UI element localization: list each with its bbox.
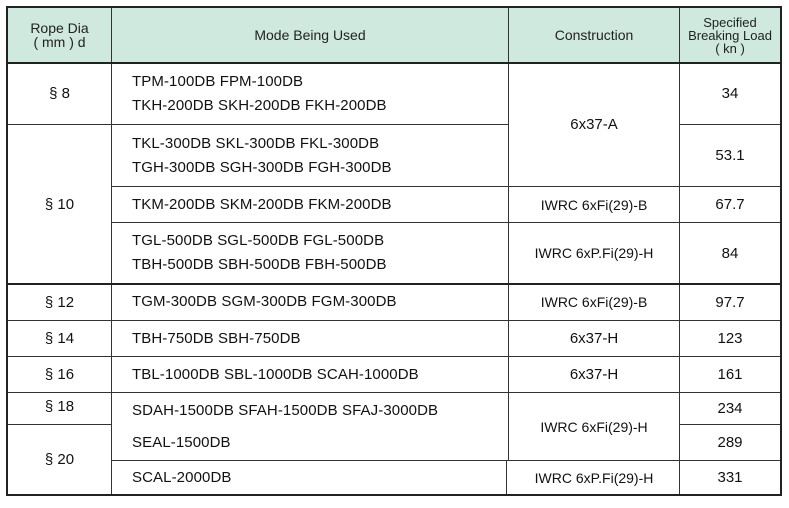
mode-cell bbox=[112, 321, 508, 356]
header-mode: Mode Being Used bbox=[112, 8, 508, 62]
dia-cell: § 20 bbox=[44, 451, 75, 468]
dia-cell: § 14 bbox=[44, 330, 75, 347]
construction-cell: IWRC 6xP.Fi(29)-H bbox=[534, 245, 654, 261]
mode-line: SEAL-1500DB bbox=[132, 433, 231, 451]
grid-line bbox=[8, 124, 508, 125]
mode-line: TBH-500DB SBH-500DB FBH-500DB bbox=[132, 256, 387, 273]
load-cell: 123 bbox=[717, 330, 743, 347]
mode-line: SCAL-2000DB bbox=[132, 468, 232, 486]
construction-cell: IWRC 6xFi(29)-B bbox=[540, 294, 648, 310]
dia-cell bbox=[8, 393, 111, 424]
mode-line: TBL-1000DB SBL-1000DB SCAH-1000DB bbox=[132, 365, 419, 383]
dia-cell-text: § 18 bbox=[44, 398, 75, 415]
header-load-line2: Breaking Load bbox=[688, 27, 772, 43]
dia-cell: § 16 bbox=[44, 366, 75, 383]
load-cell: 289 bbox=[717, 434, 743, 451]
mode-cell bbox=[112, 125, 508, 186]
header-construction: Construction bbox=[509, 8, 679, 62]
load-cell: 161 bbox=[717, 366, 743, 383]
grid-line bbox=[8, 356, 780, 357]
construction-cell: IWRC 6xP.Fi(29)-H bbox=[534, 469, 654, 486]
load-cell: 34 bbox=[721, 85, 739, 102]
load-cell: 234 bbox=[717, 400, 743, 417]
load-cell: 84 bbox=[721, 244, 739, 262]
mode-line: TGL-500DB SGL-500DB FGL-500DB bbox=[132, 232, 385, 249]
load-cell: 67.7 bbox=[715, 196, 745, 213]
grid-line bbox=[679, 8, 680, 494]
mode-line: TKL-300DB SKL-300DB FKL-300DB bbox=[132, 134, 380, 152]
header-rope-dia-line1: Rope Dia bbox=[30, 20, 89, 36]
mode-cell bbox=[112, 223, 508, 283]
dia-cell: § 12 bbox=[44, 293, 75, 311]
load-cell: 97.7 bbox=[715, 293, 745, 311]
header-load-line1: Specified bbox=[703, 14, 757, 30]
mode-cell bbox=[112, 187, 508, 222]
grid-line bbox=[111, 222, 780, 223]
header-rope-dia-line2: ( mm ) d bbox=[33, 34, 86, 50]
mode-cell bbox=[112, 425, 508, 460]
mode-cell bbox=[112, 284, 508, 320]
mode-line: TGH-300DB SGH-300DB FGH-300DB bbox=[132, 158, 392, 176]
grid-line bbox=[679, 424, 780, 425]
grid-line bbox=[8, 320, 780, 321]
header-divider bbox=[8, 62, 780, 64]
mode-cell bbox=[112, 63, 508, 124]
grid-line bbox=[8, 283, 780, 285]
grid-line bbox=[679, 124, 780, 125]
dia-cell: § 10 bbox=[44, 195, 75, 213]
header-rope-dia bbox=[8, 8, 111, 62]
grid-line bbox=[8, 392, 780, 393]
dia-cell: § 8 bbox=[49, 85, 70, 102]
construction-cell: IWRC 6xFi(29)-H bbox=[540, 418, 648, 435]
load-cell: 331 bbox=[717, 469, 743, 486]
mode-line: TPM-100DB FPM-100DB bbox=[132, 72, 304, 90]
grid-line bbox=[111, 8, 112, 494]
construction-cell: 6x37-A bbox=[570, 116, 618, 133]
mode-line: TBH-750DB SBH-750DB bbox=[132, 329, 301, 347]
header-load-line3: ( kn ) bbox=[715, 40, 745, 56]
construction-cell: IWRC 6xFi(29)-B bbox=[540, 196, 648, 213]
mode-line: TKH-200DB SKH-200DB FKH-200DB bbox=[132, 96, 387, 114]
mode-cell bbox=[112, 393, 508, 429]
grid-line bbox=[8, 424, 111, 425]
construction-cell: 6x37-H bbox=[569, 366, 619, 383]
grid-line bbox=[111, 460, 780, 461]
header-load bbox=[680, 8, 780, 62]
mode-line: TGM-300DB SGM-300DB FGM-300DB bbox=[132, 293, 397, 310]
construction-cell: 6x37-H bbox=[569, 330, 619, 347]
load-cell: 53.1 bbox=[715, 147, 745, 164]
mode-line: TKM-200DB SKM-200DB FKM-200DB bbox=[132, 195, 392, 213]
mode-cell bbox=[112, 357, 508, 392]
mode-line: SDAH-1500DB SFAH-1500DB SFAJ-3000DB bbox=[132, 402, 439, 419]
mode-cell bbox=[112, 461, 508, 494]
grid-line bbox=[111, 186, 780, 187]
grid-line bbox=[506, 460, 507, 494]
